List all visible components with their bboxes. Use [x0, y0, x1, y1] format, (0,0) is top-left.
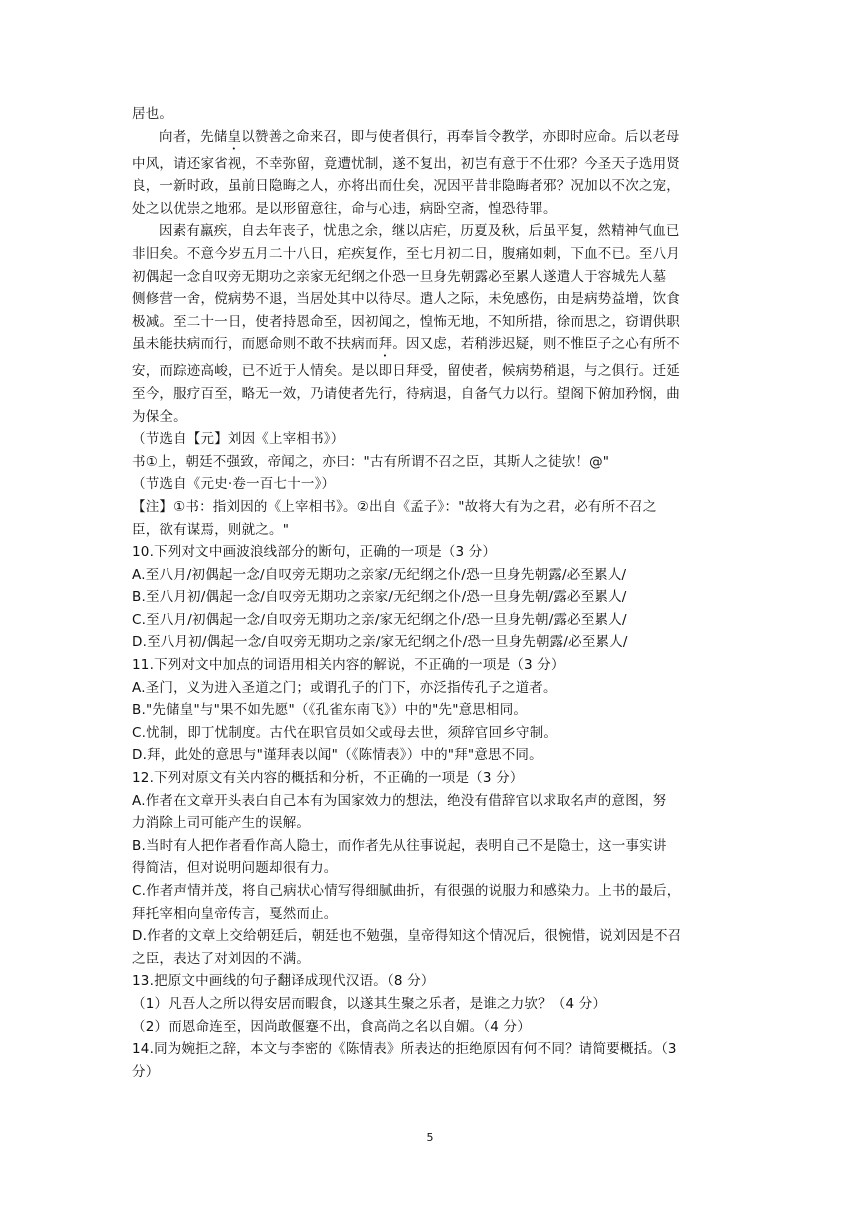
- question-item: [132, 631, 732, 654]
- question-item: [132, 722, 732, 745]
- question-line: （1）凡吾人之所以得安居而暇食，以遂其生聚之乐者，是谁之力欤？（4 分）: [132, 995, 607, 1012]
- question-line: D.至八月初/偶起一念/自叹旁无期功之亲/家无纪纲之仆/恐一旦身先朝露/必至累人/: [132, 634, 628, 651]
- question-item: [132, 564, 732, 587]
- question-item: [132, 609, 732, 632]
- question-line: B."先储皇"与"果不如先愿"（《孔雀东南飞》）中的"先"意思相同。: [132, 702, 528, 719]
- question-line: D.拜，此处的意思与"谨拜表以闻"（《陈情表》）中的"拜"意思不同。: [132, 747, 543, 764]
- text-line: 为保全。: [132, 408, 187, 425]
- question-line: 得简洁，但对说明问题却很有力。: [132, 860, 338, 877]
- text-line: 至今，服疗百至，略无一效，乃请使者先行，待病退，自备气力以行。望阁下俯加矜悯，曲: [132, 385, 680, 402]
- question-item: [132, 970, 732, 993]
- dotted-word: 拜: [378, 336, 393, 353]
- question-line: 拜托宰相向皇帝传言，戛然而止。: [132, 905, 338, 922]
- question-line: 14.同为婉拒之辞，本文与李密的《陈情表》所表达的拒绝原因有何不同？请简要概括。（3: [132, 1041, 677, 1058]
- question-line: B.当时有人把作者看作高人隐士，而作者先从往事说起，表明自己不是隐士，这一事实讲: [132, 837, 667, 854]
- note-line: 【注】①书：指刘因的《上宰相书》。②出自《孟子》："故将大有为之君，必有所不召之: [132, 498, 657, 515]
- question-line: 11.下列对文中加点的词语用相关内容的解说，不正确的一项是（3 分）: [132, 657, 565, 674]
- question-item: [132, 744, 732, 767]
- question-line: C.忧制，即丁忧制度。古代在职官员如父或母去世，须辞官回乡守制。: [132, 724, 558, 741]
- question-item: [132, 835, 732, 880]
- question-item: [132, 767, 732, 790]
- text-line: 非旧矣。不意今岁五月二十八日，疟疾复作，至七月初二日，腹痛如刺，下血不已。至八月: [132, 245, 680, 262]
- question-item: [132, 925, 732, 970]
- text-line: 良，一新时政，虽前日隐晦之人，亦将出而仕矣，况因平昔非隐晦者邪？况加以不次之宠，: [132, 178, 680, 195]
- question-line: D.作者的文章上交给朝廷后，朝廷也不勉强，皇帝得知这个情况后，很惋惜，说刘因是不召: [132, 928, 682, 945]
- question-line: 13.把原文中画线的句子翻译成现代汉语。（8 分）: [132, 973, 435, 990]
- paragraph-2: [132, 220, 732, 428]
- question-line: A.作者在文章开头表白自己本有为国家效力的想法，绝没有借辞官以求取名声的意图，努: [132, 792, 667, 809]
- quote-line: 书①上，朝廷不强致，帝闻之，亦曰："古有所谓不召之臣，其斯人之徒欤！@": [132, 453, 610, 470]
- question-line: 之臣，表达了对刘因的不满。: [132, 950, 311, 967]
- text-line: 虽未能扶病而行，而愿命则不敢不扶病而拜。因又虑，若稍涉迟疑，则不惟臣子之心有所不: [132, 336, 681, 353]
- question-item: [132, 993, 732, 1016]
- question-item: [132, 1038, 732, 1083]
- text-line: 安，而踪迹高峻，已不近于人情矣。是以即日拜受，留使者，候病势稍退，与之俱行。迁延: [132, 363, 680, 380]
- question-item: [132, 541, 732, 564]
- text-line: 因素有羸疾，自去年丧子，忧患之余，继以店疟，历夏及秋，后虽平复，然精神气血已: [159, 223, 680, 240]
- question-line: A.至八月/初偶起一念/自叹旁无期功之亲家/无纪纲之仆/恐一旦身先朝露/必至累人/: [132, 566, 627, 583]
- text-line: 初偶起一念自叹旁无期功之亲家无纪纲之仆恐一旦身先朝露必至累人遂遣人于容城先人墓: [132, 268, 667, 285]
- text-line: 向者，先储皇以赞善之命来召，即与使者俱行，再奉旨令教学，亦即时应命。后以老母: [159, 128, 680, 145]
- paragraph-1: [132, 126, 732, 221]
- question-line: A.圣门，义为进入圣道之门；或谓孔子的门下，亦泛指传孔子之道者。: [132, 679, 557, 696]
- question-item: [132, 1016, 732, 1039]
- question-item: [132, 699, 732, 722]
- paragraph-tail: 居也。: [132, 106, 174, 122]
- note-line: 臣，欲有谋焉，则就之。": [132, 521, 290, 538]
- question-line: 分）: [132, 1063, 160, 1080]
- question-item: [132, 586, 732, 609]
- question-item: [132, 654, 732, 677]
- question-line: （2）而恩命连至，因尚敢偃蹇不出，食高尚之名以自媚。（4 分）: [132, 1018, 531, 1035]
- page-content: [132, 103, 732, 1083]
- question-item: [132, 677, 732, 700]
- question-line: 力消除上司可能产生的误解。: [132, 815, 311, 832]
- text-line: 极减。至二十一日，使者持恩命至，因初闻之，惶怖无地，不知所措，徐而思之，窃谓供职: [132, 313, 680, 330]
- source-citation: （节选自《元史·卷一百七十一》）: [132, 476, 336, 493]
- text-line: 中风，请还家省视，不幸弥留，竟遭忧制，遂不复出，初岂有意于不仕邪？今圣天子选用贤: [132, 155, 680, 172]
- page-number: 5: [426, 1131, 434, 1144]
- question-line: 10.下列对文中画波浪线部分的断句，正确的一项是（3 分）: [132, 544, 497, 561]
- question-line: B.至八月初/偶起一念/自叹旁无期功之亲家/无纪纲之仆/恐一旦身先朝/露必至累人/: [132, 589, 627, 606]
- text-line: 处之以优崇之地邪。是以形留意往，命与心违，病卧空斋，惶恐待罪。: [132, 200, 557, 217]
- dotted-word: 皇: [227, 128, 242, 145]
- question-item: [132, 790, 732, 835]
- question-item: [132, 880, 732, 925]
- question-line: C.作者声情并茂，将自己病状心情写得细腻曲折，有很强的说服力和感染力。上书的最后，: [132, 883, 681, 899]
- question-line: 12.下列对原文有关内容的概括和分析，不正确的一项是（3 分）: [132, 770, 524, 787]
- question-line: C.至八月/初偶起一念/自叹旁无期功之亲/家无纪纲之仆/恐一旦身先朝/露必至累人/: [132, 611, 627, 628]
- text-line: 侧修营一舍，傥病势不退，当居处其中以待尽。遣人之际，未免感伤，由是病势益增，饮食: [132, 291, 680, 308]
- source-citation: （节选自【元】刘因《上宰相书》）: [132, 431, 345, 448]
- questions-list: [132, 541, 732, 1083]
